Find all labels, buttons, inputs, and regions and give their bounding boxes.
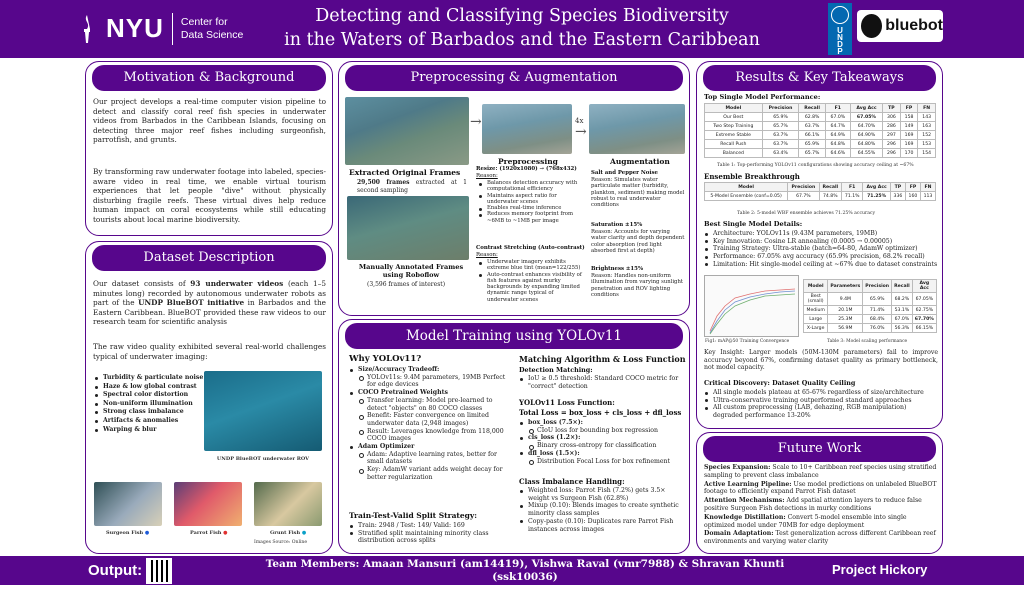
table-cell: 71.4% bbox=[863, 306, 892, 315]
parrot-fish-label: Parrot Fish ● bbox=[190, 530, 228, 536]
saturation-title: Saturation ±15% bbox=[591, 222, 643, 228]
output-label: Output: bbox=[88, 562, 143, 579]
convergence-plot bbox=[705, 276, 800, 338]
manual-frames-title: Manually Annotated Frames using Roboflow bbox=[358, 263, 464, 279]
table-header-cell: FN bbox=[918, 104, 936, 113]
details-item: Performance: 67.05% avg accuracy (65.9% precision, 68.2% recall) bbox=[704, 253, 938, 261]
poster-header bbox=[0, 0, 1024, 58]
raw-frames-desc: 29,500 frames extracted at 1 second sampling bbox=[357, 179, 467, 194]
challenge-list bbox=[94, 374, 204, 434]
table-header-cell: Avg Acc bbox=[912, 280, 936, 293]
figure1-caption: Fig1: mAP@50 Training Convergence bbox=[705, 339, 790, 344]
saturation-text: Reason: Accounts for varying water clarity and depth dependent color absorption (red light absorbed first at depth) bbox=[591, 229, 685, 254]
salt-pepper-title: Salt and Pepper Noise bbox=[591, 170, 658, 176]
table-cell: 65.9% bbox=[762, 113, 799, 122]
resize-item: Reduces memory footprint from ~6MB to ~1MB per image bbox=[478, 211, 584, 224]
table-cell: 64.7% bbox=[825, 122, 850, 131]
future-panel bbox=[696, 432, 943, 554]
matching-title: Matching Algorithm & Loss Function bbox=[519, 354, 686, 364]
future-item: Attention Mechanisms: Add spatial attention layers to reduce false positive Surgeon Fish detections in murky conditions bbox=[704, 497, 922, 512]
table-row bbox=[705, 113, 936, 122]
critical-list bbox=[704, 389, 938, 420]
critical-item: Ultra-conservative training outperformed standard approaches bbox=[704, 397, 938, 405]
table-row bbox=[804, 293, 937, 306]
critical-item: All single models plateau at 65-67% regardless of size/architecture bbox=[704, 389, 938, 397]
details-list bbox=[704, 230, 938, 269]
bluebot-text: bluebot bbox=[885, 17, 943, 34]
brightness-title: Brightness ±15% bbox=[591, 266, 644, 272]
table-cell: 68.4% bbox=[863, 315, 892, 324]
split-item: Stratified split maintaining minority class distribution across splits bbox=[349, 530, 509, 545]
table-header-cell: FP bbox=[900, 104, 918, 113]
resize-item: Balances detection accuracy with computational efficiency bbox=[478, 180, 584, 193]
list-item: Binary cross-entropy for classification bbox=[519, 442, 684, 450]
list-item: COCO Pretrained Weights bbox=[349, 389, 509, 397]
list-item: Adam: Adaptive learning rates, better for small datasets bbox=[349, 451, 509, 466]
table-cell: 64.70% bbox=[850, 122, 882, 131]
table-cell: Two Step Training bbox=[705, 122, 763, 131]
preprocessing-label: Preprocessing bbox=[498, 157, 558, 166]
table-cell: 160 bbox=[905, 192, 920, 201]
table-header-cell: Parameters bbox=[828, 280, 863, 293]
list-item: cls_loss (1.2×): bbox=[519, 434, 684, 442]
details-item: Training Strategy: Ultra-stable (batch=64-80, AdamW optimizer) bbox=[704, 245, 938, 253]
table-cell: 67.05% bbox=[850, 113, 882, 122]
iou-list bbox=[519, 375, 684, 390]
table-cell: 71.25% bbox=[863, 192, 891, 201]
top-model-table bbox=[704, 103, 936, 158]
poster-footer bbox=[0, 556, 1024, 596]
future-item: Domain Adaptation: Test generalization across different Caribbean reef environments and varying water clarity bbox=[704, 530, 936, 546]
table-header-cell: Precision bbox=[788, 183, 819, 192]
augmented-image bbox=[589, 104, 685, 154]
raw-frames-title: Extracted Original Frames bbox=[349, 168, 461, 177]
challenge-item: Artifacts & anomalies bbox=[94, 417, 204, 426]
globe-icon bbox=[831, 6, 849, 24]
why-yolo-title: Why YOLOv11? bbox=[349, 354, 422, 364]
motivation-paragraph-2: By transforming raw underwater footage into labeled, species-aware video in real time, we enable virtual tourism experiences that let people "dive" without physically disturbing fragile reefs. These virtual dives help reduce human impact on coral ecosystems while still educating tourists about local marine biodiversity. bbox=[93, 167, 326, 224]
table-header-cell: TP bbox=[883, 104, 901, 113]
table-header-cell: Precision bbox=[863, 280, 892, 293]
table-cell: 143 bbox=[918, 113, 936, 122]
table-header-cell: Recall bbox=[892, 280, 913, 293]
table-header-cell: Model bbox=[705, 183, 788, 192]
logo-text: NYU bbox=[106, 13, 164, 43]
table-row bbox=[804, 315, 937, 324]
manual-frames-desc: (3,596 frames of interest) bbox=[367, 281, 446, 288]
table-cell: 163 bbox=[918, 122, 936, 131]
list-item: Key: AdamW variant adds weight decay for better regularization bbox=[349, 466, 509, 481]
loss-title: YOLOv11 Loss Function: bbox=[519, 398, 615, 407]
parrot-fish-image bbox=[174, 482, 242, 526]
details-item: Key Innovation: Cosine LR annealing (0.0005 → 0.00005) bbox=[704, 238, 938, 246]
table-cell: 63.4% bbox=[762, 149, 799, 158]
table-header-cell: F1 bbox=[825, 104, 850, 113]
table-cell: 63.7% bbox=[799, 122, 825, 131]
table-header-cell: Recall bbox=[799, 104, 825, 113]
future-item: Knowledge Distillation: Convert 5-model ensemble into single optimized model under 70MB for edge deployment bbox=[704, 513, 907, 529]
table-cell: 67.0% bbox=[892, 315, 913, 324]
rov-image bbox=[204, 371, 322, 451]
undp-logo bbox=[828, 3, 852, 55]
list-item: CIoU loss for bounding box regression bbox=[519, 427, 684, 435]
top-model-title: Top Single Model Performance: bbox=[704, 93, 821, 101]
results-heading: Results & Key Takeaways bbox=[703, 65, 936, 91]
resize-title: Resize: (1920x1080) → (768x432) bbox=[476, 166, 577, 172]
preprocessing-heading: Preprocessing & Augmentation bbox=[345, 65, 683, 91]
imbalance-title: Class Imbalance Handling: bbox=[519, 477, 625, 486]
table-cell: 67.7% bbox=[788, 192, 819, 201]
table-header-cell: Avg Acc bbox=[850, 104, 882, 113]
table-cell: 68.2% bbox=[892, 293, 913, 306]
loss-equation: Total Loss = box_loss + cls_loss + dfl_loss bbox=[519, 408, 682, 417]
image-source: Images Source: Online bbox=[254, 540, 308, 545]
list-item: YOLOv11s: 9.4M parameters, 19MB Perfect for edge devices bbox=[349, 374, 509, 389]
table-cell: 336 bbox=[890, 192, 905, 201]
imbalance-item: Copy-paste (0.10): Duplicates rare Parrot Fish instances across images bbox=[519, 518, 684, 533]
qr-code-icon[interactable] bbox=[146, 558, 172, 584]
table-cell: 170 bbox=[900, 149, 918, 158]
table-cell: 154 bbox=[918, 149, 936, 158]
split-item: Train: 2948 / Test: 149/ Valid: 169 bbox=[349, 522, 509, 530]
table-cell: 53.1% bbox=[892, 306, 913, 315]
resize-item: Maintains aspect ratio for underwater scenes bbox=[478, 193, 584, 206]
list-item: Adam Optimizer bbox=[349, 443, 509, 451]
challenge-item: Warping & blur bbox=[94, 426, 204, 435]
imbalance-item: Weighted loss: Parrot Fish (7.2%) gets 3.5× weight vs Surgeon Fish (62.8%) bbox=[519, 487, 684, 502]
contrast-reason: Reason: bbox=[476, 252, 498, 258]
table-header-cell: F1 bbox=[842, 183, 863, 192]
torch-icon bbox=[76, 13, 98, 45]
imbalance-list bbox=[519, 487, 684, 533]
motivation-panel bbox=[85, 61, 333, 236]
table-cell: 65.9% bbox=[863, 293, 892, 306]
table-cell: 113 bbox=[920, 192, 935, 201]
dataset-heading: Dataset Description bbox=[92, 245, 326, 271]
dataset-panel bbox=[85, 241, 333, 554]
table-cell: 296 bbox=[883, 149, 901, 158]
preprocessed-image bbox=[482, 104, 572, 154]
table-row bbox=[804, 306, 937, 315]
table-cell: 5-Model Ensemble (conf=0.05) bbox=[705, 192, 788, 201]
poster-title bbox=[262, 4, 782, 52]
table-cell: Best (small) bbox=[804, 293, 828, 306]
table2-caption: Table 2: 5-model WBF ensemble achieves 71.25% accuracy bbox=[737, 211, 876, 216]
grunt-fish-image bbox=[254, 482, 322, 526]
split-title: Train-Test-Valid Split Strategy: bbox=[349, 511, 478, 520]
surgeon-fish-image bbox=[94, 482, 162, 526]
table-cell: 74.8% bbox=[819, 192, 841, 201]
table-cell: 62.75% bbox=[912, 306, 936, 315]
team-credits bbox=[240, 558, 810, 597]
dataset-paragraph-2: The raw video quality exhibited several real-world challenges typical of underwater imaging: bbox=[93, 342, 326, 361]
details-item: Limitation: Hit single-model ceiling at ~67% due to dataset constraints bbox=[704, 261, 938, 269]
details-title: Best Single Model Details: bbox=[704, 220, 803, 228]
table-cell: 63.7% bbox=[762, 131, 799, 140]
list-item: Size/Accuracy Tradeoff: bbox=[349, 366, 509, 374]
table-cell: 66.1% bbox=[799, 131, 825, 140]
preprocessing-panel bbox=[338, 61, 690, 316]
detection-matching-title: Detection Matching: bbox=[519, 366, 593, 374]
mentors: Mentors: Antonio Hollingsworth, Jordanna Tennebaum & Veronica Millington bbox=[296, 584, 754, 596]
loss-list bbox=[519, 419, 684, 465]
table-cell: Medium bbox=[804, 306, 828, 315]
dataset-paragraph-1: Our dataset consists of 93 underwater videos (each 1–5 minutes long) recorded by autonomous underwater robots as part of the UNDP BlueBOT initiative in Barbados and the Eastern Caribbean. BlueBOT provided these raw videos to our research team for scientific analysis bbox=[93, 279, 327, 327]
team-members: Team Members: Amaan Mansuri (am14419), Vishwa Raval (vmr7988) & Shravan Khunti (ssk10036) bbox=[265, 558, 785, 583]
table-row bbox=[705, 149, 936, 158]
table-cell: 65.9% bbox=[799, 140, 825, 149]
bluebot-emblem-icon bbox=[861, 14, 882, 38]
table-cell: 306 bbox=[883, 113, 901, 122]
table-cell: 20.1M bbox=[828, 306, 863, 315]
table-cell: Large bbox=[804, 315, 828, 324]
motivation-heading: Motivation & Background bbox=[92, 65, 326, 91]
ensemble-title: Ensemble Breakthrough bbox=[704, 172, 800, 181]
table-cell: 25.3M bbox=[828, 315, 863, 324]
training-panel bbox=[338, 319, 690, 554]
table-cell: 65.7% bbox=[799, 149, 825, 158]
table-cell: 158 bbox=[900, 113, 918, 122]
table-header-cell: Avg Acc bbox=[863, 183, 891, 192]
resize-reason: Reason: bbox=[476, 173, 498, 179]
future-item: Active Learning Pipeline: Use model predictions on unlabeled BlueBOT footage to efficiently expand Parrot Fish dataset bbox=[704, 480, 937, 496]
table-header-cell: TP bbox=[890, 183, 905, 192]
list-item: Transfer learning: Model pre-learned to detect "objects" on 80 COCO classes bbox=[349, 397, 509, 412]
table-cell: 63.7% bbox=[762, 140, 799, 149]
challenge-item: Strong class imbalance bbox=[94, 408, 204, 417]
annotated-frames-image bbox=[347, 196, 469, 260]
arrow-right-icon: → bbox=[575, 124, 587, 140]
iou-item: IoU ≥ 0.5 threshold: Standard COCO metric for "correct" detection bbox=[519, 375, 684, 390]
title-line2: in the Waters of Barbados and the Eastern Caribbean bbox=[284, 30, 760, 50]
challenge-item: Spectral color distortion bbox=[94, 391, 204, 400]
table-cell: 65.7% bbox=[762, 122, 799, 131]
ensemble-table bbox=[704, 182, 936, 201]
table-cell: 56.3% bbox=[892, 324, 913, 333]
table-cell: 67.70% bbox=[912, 315, 936, 324]
undp-text: U N D P bbox=[837, 26, 843, 56]
table-cell: 64.90% bbox=[850, 131, 882, 140]
details-item: Architecture: YOLOv11s (9.43M parameters, 19MB) bbox=[704, 230, 938, 238]
table-cell: Our Best bbox=[705, 113, 763, 122]
resize-item: Enables real-time inference bbox=[478, 205, 584, 211]
salt-pepper-text: Reason: Simulates water particulate matter (turbidity, plankton, sediment) making model robust to real underwater conditions bbox=[591, 177, 685, 209]
raw-frames-image bbox=[345, 97, 469, 165]
brightness-text: Reason: Handles non-uniform illumination from varying sunlight penetration and ROV lighting conditions bbox=[591, 273, 683, 298]
model-scaling-table bbox=[803, 279, 937, 333]
table-cell: 66.15% bbox=[912, 324, 936, 333]
split-list bbox=[349, 522, 509, 545]
critical-item: All custom preprocessing (LAB, dehazing, RGB manipulation) degraded performance 13-20% bbox=[704, 404, 938, 419]
table-row bbox=[705, 192, 936, 201]
table-cell: 62.8% bbox=[799, 113, 825, 122]
table-cell: 9.4M bbox=[828, 293, 863, 306]
challenge-item: Turbidity & particulate noise bbox=[94, 374, 204, 383]
surgeon-dot-icon: ● bbox=[144, 530, 150, 536]
table-cell: 152 bbox=[918, 131, 936, 140]
table-header-cell: FP bbox=[905, 183, 920, 192]
table-cell: 67.0% bbox=[825, 113, 850, 122]
table-cell: 169 bbox=[900, 131, 918, 140]
table-cell: 64.55% bbox=[850, 149, 882, 158]
table-cell: 64.9% bbox=[825, 131, 850, 140]
table-cell: 297 bbox=[883, 131, 901, 140]
table-row bbox=[804, 324, 937, 333]
yolo-reasons-list bbox=[349, 366, 509, 482]
list-item: box_loss (7.5×): bbox=[519, 419, 684, 427]
table-header-cell: Model bbox=[705, 104, 763, 113]
table-cell: 153 bbox=[918, 140, 936, 149]
contrast-title: Contrast Stretching (Auto-contrast) bbox=[476, 245, 585, 251]
resize-list bbox=[478, 180, 584, 224]
future-list bbox=[704, 464, 938, 547]
title-line1: Detecting and Classifying Species Biodiversity bbox=[315, 6, 729, 26]
table-cell: X-Large bbox=[804, 324, 828, 333]
contrast-item: Auto-contrast enhances visibility of fish features against murky backgrounds by expanding limited dynamic range typical of underwater scenes bbox=[478, 272, 584, 303]
parrot-dot-icon: ● bbox=[223, 530, 228, 536]
table-cell: 64.8% bbox=[825, 140, 850, 149]
critical-discovery-title: Critical Discovery: Dataset Quality Ceiling bbox=[704, 379, 856, 387]
motivation-paragraph-1: Our project develops a real-time computer vision pipeline to detect and classify coral reef fish species in underwater videos from Barbados in the Caribbean Islands, focusing on detecting three major reef fishes including surgeonfish, parrotfish, and grunts. bbox=[93, 97, 326, 145]
list-item: Benefit: Faster convergence on limited underwater data (2,948 images) bbox=[349, 412, 509, 427]
future-item: Species Expansion: Scale to 10+ Caribbean reef species using stratified sampling to prevent class imbalance bbox=[704, 464, 937, 479]
table3-caption: Table 3: Model scaling performance bbox=[827, 339, 908, 344]
table-cell: 296 bbox=[883, 140, 901, 149]
table-cell: Balanced bbox=[705, 149, 763, 158]
nyu-cds-logo bbox=[76, 5, 246, 52]
contrast-list bbox=[478, 259, 584, 303]
table-cell: 286 bbox=[883, 122, 901, 131]
augment-multiplier: 4x bbox=[575, 117, 584, 125]
training-convergence-chart bbox=[704, 275, 799, 337]
table-cell: 56.9M bbox=[828, 324, 863, 333]
table-row bbox=[705, 140, 936, 149]
key-insight: Key Insight: Larger models (50M-130M parameters) fail to improve accuracy beyond 67%, confirming dataset quality as primary bottleneck, not model capacity. bbox=[704, 349, 938, 372]
challenge-item: Haze & low global contrast bbox=[94, 383, 204, 392]
table-header-cell: Model bbox=[804, 280, 828, 293]
augmentation-label: Augmentation bbox=[610, 157, 670, 166]
table-cell: 169 bbox=[900, 140, 918, 149]
list-item: Distribution Focal Loss for box refinement bbox=[519, 458, 684, 466]
training-heading: Model Training using YOLOv11 bbox=[345, 323, 683, 349]
table-header-cell: Precision bbox=[762, 104, 799, 113]
challenge-item: Non-uniform illumination bbox=[94, 400, 204, 409]
table-cell: 71.1% bbox=[842, 192, 863, 201]
logo-sub-line2: Data Science bbox=[180, 28, 244, 41]
contrast-item: Underwater imagery exhibits extreme blue tint (mean=122/255) bbox=[478, 259, 584, 272]
results-panel bbox=[696, 61, 943, 429]
table-cell: 149 bbox=[900, 122, 918, 131]
table-cell: 64.6% bbox=[825, 149, 850, 158]
table-row bbox=[705, 131, 936, 140]
bluebot-logo bbox=[857, 10, 943, 42]
rov-caption: UNDP BlueBOT underwater ROV bbox=[216, 456, 310, 462]
table1-caption: Table 1: Top-performing YOLOv11 configurations showing accuracy ceiling at ~67% bbox=[717, 163, 914, 168]
project-name: Project Hickory bbox=[832, 562, 928, 577]
grunt-fish-label: Grunt Fish ● bbox=[270, 530, 307, 536]
imbalance-item: Mixup (0.10): Blends images to create synthetic minority class samples bbox=[519, 502, 684, 517]
arrow-right-icon: → bbox=[470, 114, 482, 130]
table-cell: 76.0% bbox=[863, 324, 892, 333]
grunt-dot-icon: ● bbox=[301, 530, 307, 536]
table-cell: Recall Push bbox=[705, 140, 763, 149]
list-item: Result: Leverages knowledge from 118,000 COCO images bbox=[349, 428, 509, 443]
table-cell: 64.80% bbox=[850, 140, 882, 149]
table-header-cell: Recall bbox=[819, 183, 841, 192]
surgeon-fish-label: Surgeon Fish ● bbox=[106, 530, 150, 536]
logo-sub-line1: Center for bbox=[180, 15, 228, 28]
table-cell: Extreme Stable bbox=[705, 131, 763, 140]
list-item: dfl_loss (1.5×): bbox=[519, 450, 684, 458]
table-cell: 67.05% bbox=[912, 293, 936, 306]
table-header-cell: FN bbox=[920, 183, 935, 192]
future-heading: Future Work bbox=[703, 436, 936, 462]
table-row bbox=[705, 122, 936, 131]
